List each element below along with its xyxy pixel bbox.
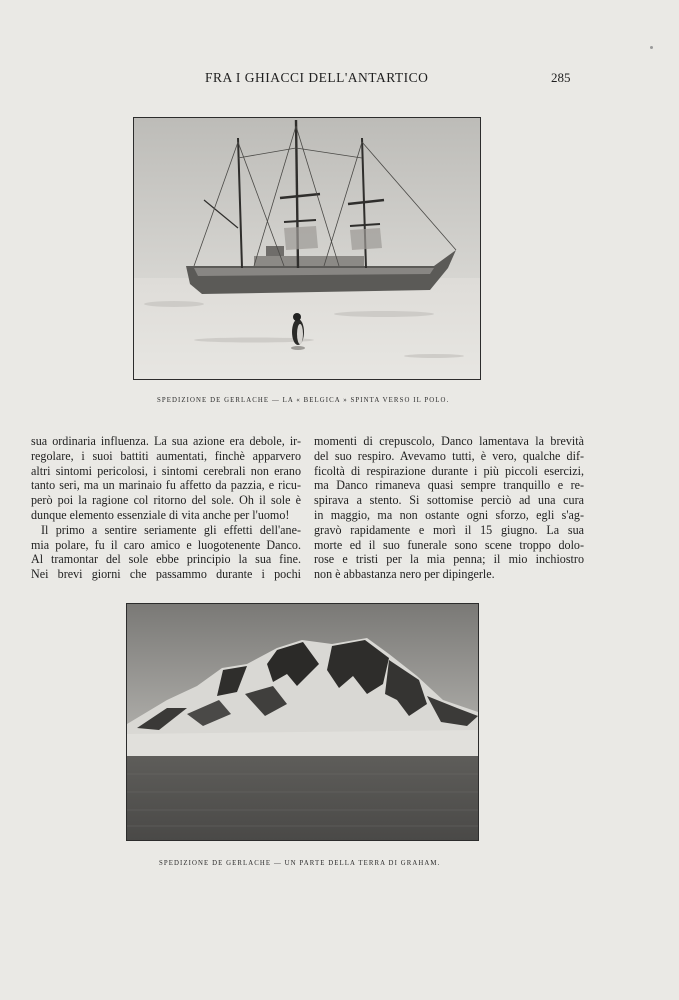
text-line: gravò rapidamente e morì il 15 giugno. La sua xyxy=(314,522,584,537)
page-number: 285 xyxy=(551,70,571,85)
running-title: FRA I GHIACCI DELL'ANTARTICO xyxy=(205,70,429,85)
running-head xyxy=(0,70,679,90)
text-column-right xyxy=(314,434,584,582)
mountain-photograph xyxy=(126,603,479,841)
text-line: ficoltà di respirazione durante i più piccoli esercizi, xyxy=(314,463,584,478)
text-line: ma Danco rimaneva quasi sempre tranquillo e re- xyxy=(314,478,584,493)
ship-photograph xyxy=(133,117,481,380)
text-line: morte ed il suo funerale sono scene troppo dolo- xyxy=(314,537,584,552)
figure-caption-ship: SPEDIZIONE DE GERLACHE — LA « BELGICA » SPINTA VERSO IL POLO. xyxy=(157,397,450,404)
text-line: Il primo a sentire seriamente gli effetti dell'ane- xyxy=(41,522,301,537)
text-line: Nei brevi giorni che passammo durante i pochi xyxy=(31,567,301,582)
text-line: però poi la ragione col ritorno del sole. Oh il sole è xyxy=(31,493,301,508)
text-line: tanto seri, ma un marinaio fu affetto da pazzia, e ricu- xyxy=(31,478,301,493)
text-line: sua ordinaria influenza. La sua azione era debole, ir- xyxy=(31,434,301,448)
mountain-illustration xyxy=(127,604,478,840)
text-line: del suo respiro. Avevamo tutti, è vero, qualche dif- xyxy=(314,448,584,463)
text-line: regolare, i suoi battiti aumentati, finchè apparvero xyxy=(31,448,301,463)
paper-speck xyxy=(650,46,653,49)
text-line: non è abbastanza nero per dipingerle. xyxy=(314,567,495,582)
text-line: mia polare, fu il caro amico e luogotenente Danco. xyxy=(31,537,301,552)
text-column-left xyxy=(31,434,301,582)
figure-caption-mountain: SPEDIZIONE DE GERLACHE — UN PARTE DELLA TERRA DI GRAHAM. xyxy=(159,860,441,867)
text-line: altri sintomi pericolosi, i sintomi cerebrali non erano xyxy=(31,463,301,478)
ship-illustration xyxy=(134,118,480,379)
text-line: Al tramontar del sole ebbe principio la sua fine. xyxy=(31,552,301,567)
text-line: rose e tristi per la mia penna; il mio inchiostro xyxy=(314,552,584,567)
text-line: momenti di crepuscolo, Danco lamentava la brevità xyxy=(314,434,584,448)
text-line: spirava a stento. Si sottomise perciò ad una cura xyxy=(314,493,584,508)
text-line: in maggio, ma non ostante ogni sforzo, egli s'ag- xyxy=(314,507,584,522)
text-line: dunque elemento essenziale di vita anche per l'uomo! xyxy=(31,507,290,522)
